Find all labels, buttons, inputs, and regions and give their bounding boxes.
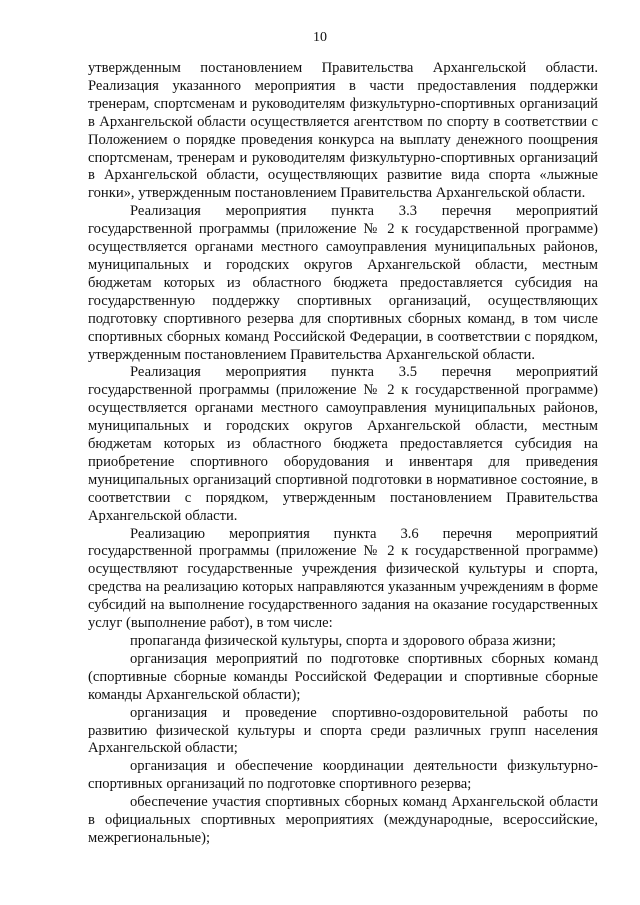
paragraph: Реализация мероприятия пункта 3.5 перечня мероприятий государственной программы (приложение № 2 к государственной программе) осуществляется органами местного самоуправления муниципальных районов, муниципальных и городских округов Архангельской области, местным бюджетам которых из областного бюджета предоставляется субсидия на приобретение спортивного оборудования и инвентаря для приведения муниципальных организаций спортивной подготовки в нормативное состояние, в соответствии с порядком, утвержденным постановлением Правительства Архангельской области. [88,364,598,524]
paragraph: организация и обеспечение координации деятельности физкультурно-спортивных организаций по подготовке спортивного резерва; [88,758,598,793]
paragraph: организация и проведение спортивно-оздоровительной работы по развитию физической культуры и спорта среди различных групп населения Архангельской области; [88,704,598,757]
paragraph: Реализацию мероприятия пункта 3.6 перечня мероприятий государственной программы (приложение № 2 к государственной программе) осуществляют государственные учреждения физической культуры и спорта, средства на реализацию которых направляются указанным учреждениям в форме субсидий на выполнение государственного задания на оказание государственных услуг (выполнение работ), в том числе: [88,525,598,632]
paragraph: Реализация мероприятия пункта 3.3 перечня мероприятий государственной программы (приложение № 2 к государственной программе) осуществляется органами местного самоуправления муниципальных районов, муниципальных и городских округов Архангельской области, местным бюджетам которых из областного бюджета предоставляется субсидия на государственную поддержку спортивных организаций, осуществляющих подготовку спортивного резерва для спортивных сборных команд, в том числе спортивных сборных команд Российской Федерации, в соответствии с порядком, утвержденным постановлением Правительства Архангельской области. [88,203,598,363]
page-number: 10 [313,30,327,45]
paragraph: обеспечение участия спортивных сборных команд Архангельской области в официальных спортивных мероприятиях (международные, всероссийские, межрегиональные); [88,794,598,846]
paragraph: утвержденным постановлением Правительства Архангельской области. Реализация указанного мероприятия в части предоставления поддержки тренерам, спортсменам и руководителям физкультурно-спортивных организаций в Архангельской области осуществляется агентством по спорту в соответствии с Положением о порядке проведения конкурса на выплату денежного поощрения спортсменам, тренерам и руководителям физкультурно-спортивных организаций в Архангельской области, осуществляющих развитие вида спорта «лыжные гонки», утвержденным постановлением Правительства Архангельской области. [88,60,598,202]
body-text [88,60,598,848]
paragraph: пропаганда физической культуры, спорта и здорового образа жизни; [130,633,556,649]
paragraph: организация мероприятий по подготовке спортивных сборных команд (спортивные сборные команды Российской Федерации и спортивные сборные команды Архангельской области); [88,650,598,703]
